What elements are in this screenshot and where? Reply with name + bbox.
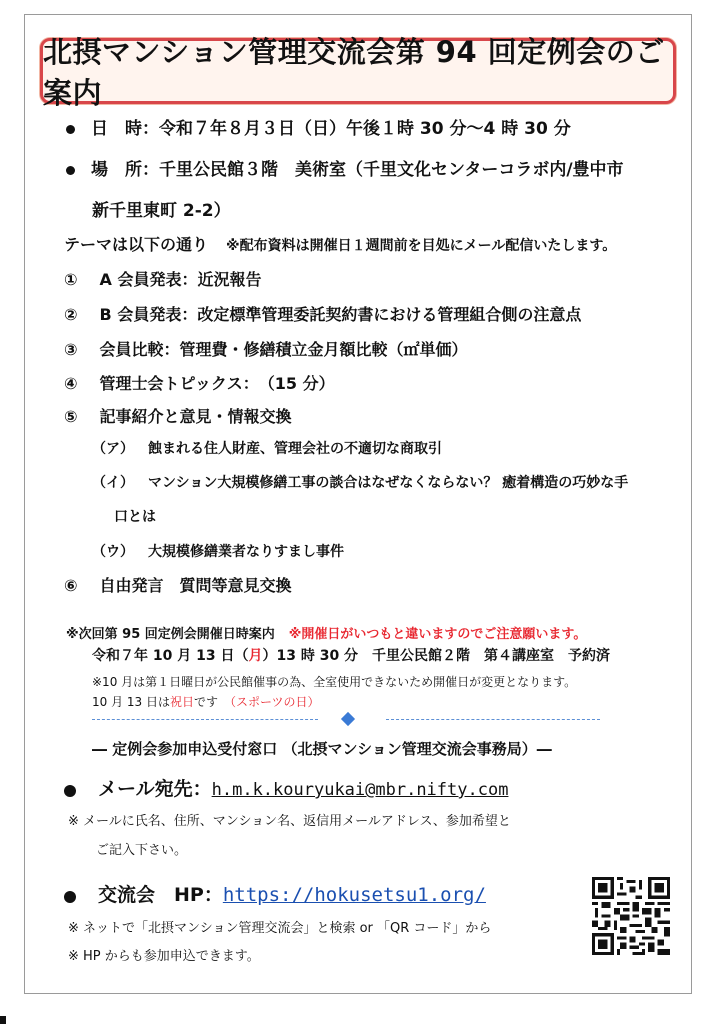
sub-item-text: 蝕まれる住人財産、管理会社の不適切な商取引 — [148, 441, 442, 457]
holiday-word: 祝日 — [169, 695, 194, 709]
next-meeting-date — [92, 645, 610, 665]
item-number: ① — [64, 270, 78, 289]
sub-item-label: （ア） — [92, 441, 134, 457]
date-row — [66, 114, 571, 139]
item-text: 会員比較：管理費・修繕積立金月額比較（㎡単価） — [99, 340, 468, 359]
page-title: 北摂マンション管理交流会第 94 回定例会のご案内 — [43, 35, 665, 110]
sub-item-text: 大規模修繕業者なりすまし事件 — [148, 544, 344, 560]
agenda-item — [64, 267, 262, 290]
bullet-icon — [64, 891, 76, 903]
item-number: ④ — [64, 374, 78, 393]
theme-note: ※配布資料は開催日１週間前を目処にメール配信いたします。 — [226, 238, 617, 254]
item-number: ③ — [64, 340, 78, 359]
sub-item-cont: 口とは — [114, 509, 156, 525]
item-text: 管理士会トピックス： （15 分） — [99, 374, 335, 393]
date-label: 日 時： — [91, 119, 159, 139]
theme-row — [64, 232, 616, 255]
place-row — [66, 155, 624, 180]
sub-item — [92, 472, 628, 492]
reception-desk: ― 定例会参加申込受付窓口 （北摂マンション管理交流会事務局）― — [92, 740, 552, 758]
agenda-item — [64, 404, 292, 427]
holiday-note-part: 10 月 13 日は — [92, 695, 170, 709]
divider-left — [92, 719, 318, 720]
sub-item-text: マンション大規模修繕工事の談合はなぜなくならない？ 癒着構造の巧妙な手 — [148, 475, 629, 491]
agenda-item — [64, 337, 468, 360]
next-date-part: 令和７年 10 月 13 日（ — [92, 648, 249, 664]
agenda-item — [64, 302, 581, 325]
sub-item-label: （イ） — [92, 475, 134, 491]
mail-note-cont: ご記入下さい。 — [96, 843, 188, 858]
mail-label: メール宛先： — [98, 778, 212, 800]
hp-label: 交流会 HP： — [98, 884, 223, 906]
sub-item-label: （ウ） — [92, 544, 134, 560]
agenda-item — [64, 573, 292, 596]
item-number: ⑥ — [64, 576, 78, 595]
sub-item — [92, 438, 442, 458]
theme-heading: テーマは以下の通り — [64, 235, 209, 254]
date-value: 令和７年８月３日（日）午後１時 30 分～4 時 30 分 — [159, 119, 571, 139]
item-text: B 会員発表：改定標準管理委託契約書における管理組合側の注意点 — [99, 305, 582, 324]
hp-note-2: ※ HP からも参加申込できます。 — [68, 949, 260, 964]
mail-note: ※ メールに氏名、住所、マンション名、返信用メールアドレス、参加希望と — [68, 814, 511, 829]
mail-row — [64, 774, 508, 801]
holiday-note — [92, 693, 320, 710]
next-meeting-heading: ※次回第 95 回定例会開催日時案内 — [66, 627, 275, 642]
item-text: 自由発言 質問等意見交換 — [99, 576, 292, 595]
divider-right — [386, 719, 600, 720]
item-number: ⑤ — [64, 407, 78, 426]
item-number: ② — [64, 305, 78, 324]
next-date-part: ）13 時 30 分 千里公民館２階 第４講座室 予約済 — [262, 648, 611, 664]
place-label: 場 所： — [91, 160, 159, 180]
bullet-icon — [66, 166, 75, 175]
next-meeting-heading-row — [66, 623, 586, 642]
scan-mark — [0, 1016, 6, 1024]
hp-url-link[interactable]: https://hokusetsu1.org/ — [222, 884, 486, 906]
bullet-icon — [64, 785, 76, 797]
hp-row — [64, 880, 486, 907]
holiday-name: （スポーツの日） — [224, 695, 320, 709]
sub-item — [92, 541, 344, 561]
hp-note: ※ ネットで「北摂マンション管理交流会」と検索 or 「QR コード」から — [68, 921, 492, 936]
place-value: 千里公民館３階 美術室（千里文化センターコラボ内/豊中市 — [159, 160, 624, 180]
item-text: 記事紹介と意見・情報交換 — [99, 407, 292, 426]
place-value-cont: 新千里東町 2-2） — [92, 201, 231, 221]
title-banner — [40, 35, 676, 110]
holiday-note-part: です — [194, 695, 219, 709]
item-text: A 会員発表：近況報告 — [99, 270, 262, 289]
bullet-icon — [66, 125, 75, 134]
next-meeting-note: ※10 月は第１日曜日が公民館催事の為、全室使用できないため開催日が変更となります。 — [92, 675, 577, 689]
qr-code-icon[interactable] — [592, 877, 670, 955]
next-date-weekday: 月 — [248, 648, 263, 664]
next-meeting-warning: ※開催日がいつもと違いますのでご注意願います。 — [288, 627, 587, 642]
mail-address-link[interactable]: h.m.k.kouryukai@mbr.nifty.com — [211, 780, 509, 800]
agenda-item — [64, 371, 335, 394]
